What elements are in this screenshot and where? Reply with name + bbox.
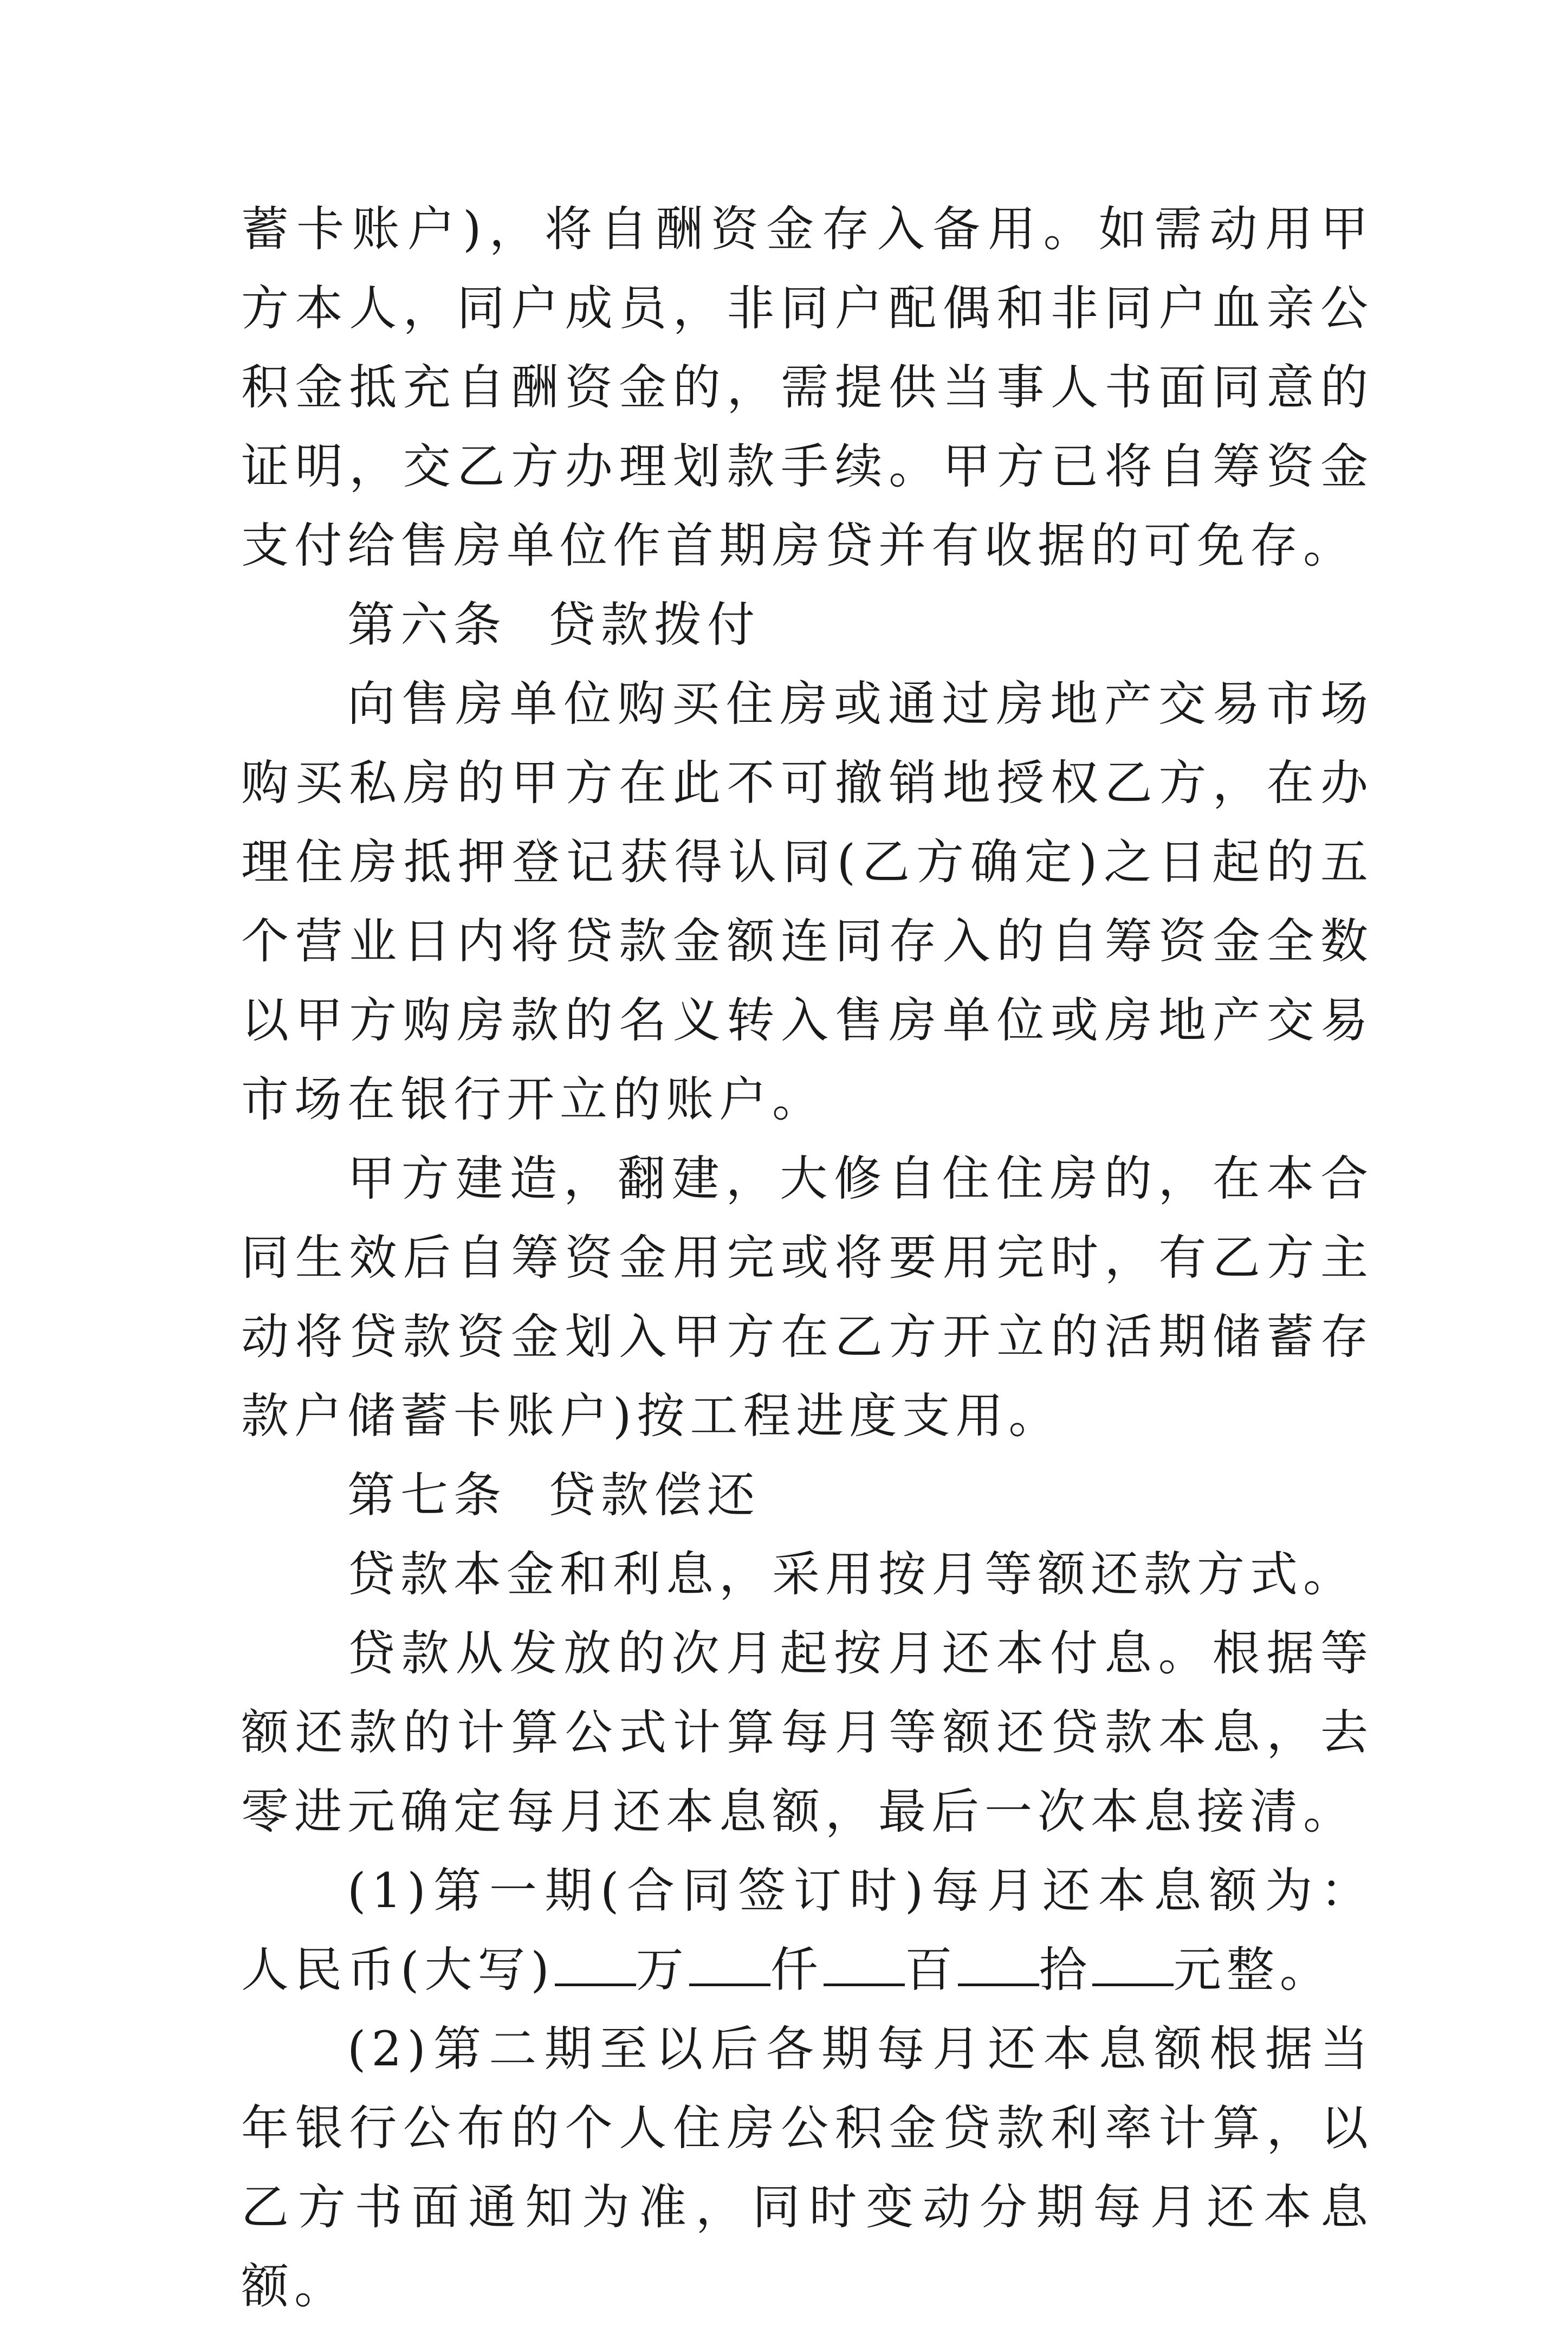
unit-shi: 拾 (1039, 1942, 1092, 1998)
article-7-paragraph-2: 贷款从发放的次月起按月还本付息。根据等额还款的计算公式计算每月等额还贷款本息，去零进元确定每月还本息额，最后一次本息接清。 (241, 1625, 1373, 1839)
unit-yuan: 元整。 (1173, 1942, 1333, 1998)
article-7-item-2: (2)第二期至以后各期每月还本息额根据当年银行公布的个人住房公积金贷款利率计算，以乙方书面通知为准，同时变动分期每月还本息额。 (241, 2021, 1373, 2314)
article-6-heading: 第六条 贷款拨付 (347, 597, 760, 652)
unit-bai: 百 (904, 1942, 958, 1998)
article-6-paragraph-1: 向售房单位购买住房或通过房地产交易市场购买私房的甲方在此不可撤销地授权乙方，在办理住房抵押登记获得认同(乙方确定)之日起的五个营业日内将贷款金额连同存入的自筹资金全数以甲方购房款的名义转入售房单位或房地产交易市场在银行开立的账户。 (241, 676, 1373, 1127)
article-7-item-1 (241, 1851, 1373, 2010)
blank-yuan (1092, 1946, 1174, 1986)
blank-bai (824, 1946, 905, 1986)
article-6-paragraph-2: 甲方建造，翻建，大修自住住房的，在本合同生效后自筹资金用完或将要用完时，有乙方主动将贷款资金划入甲方在乙方开立的活期储蓄存款户储蓄卡账户)按工程进度支用。 (241, 1151, 1373, 1444)
document-body (241, 190, 1373, 2326)
paragraph-continuation: 蓄卡账户)，将自酬资金存入备用。如需动用甲方本人，同户成员，非同户配偶和非同户血亲公积金抵充自酬资金的，需提供当事人书面同意的证明，交乙方办理划款手续。甲方已将自筹资金支付给售房单位作首期房贷并有收据的可免存。 (241, 201, 1373, 573)
unit-wan: 万 (636, 1942, 689, 1998)
blank-wan (555, 1946, 636, 1986)
unit-qian: 仟 (770, 1942, 824, 1998)
article-7-heading: 第七条 贷款偿还 (347, 1467, 760, 1523)
article-7-paragraph-1: 贷款本金和利息，采用按月等额还款方式。 (347, 1546, 1357, 1602)
item-1-lead: (1)第一期(合同签订时)每月还本息额为：人民币(大写) (241, 1863, 1373, 1998)
blank-shi (958, 1946, 1039, 1986)
blank-qian (689, 1946, 770, 1986)
